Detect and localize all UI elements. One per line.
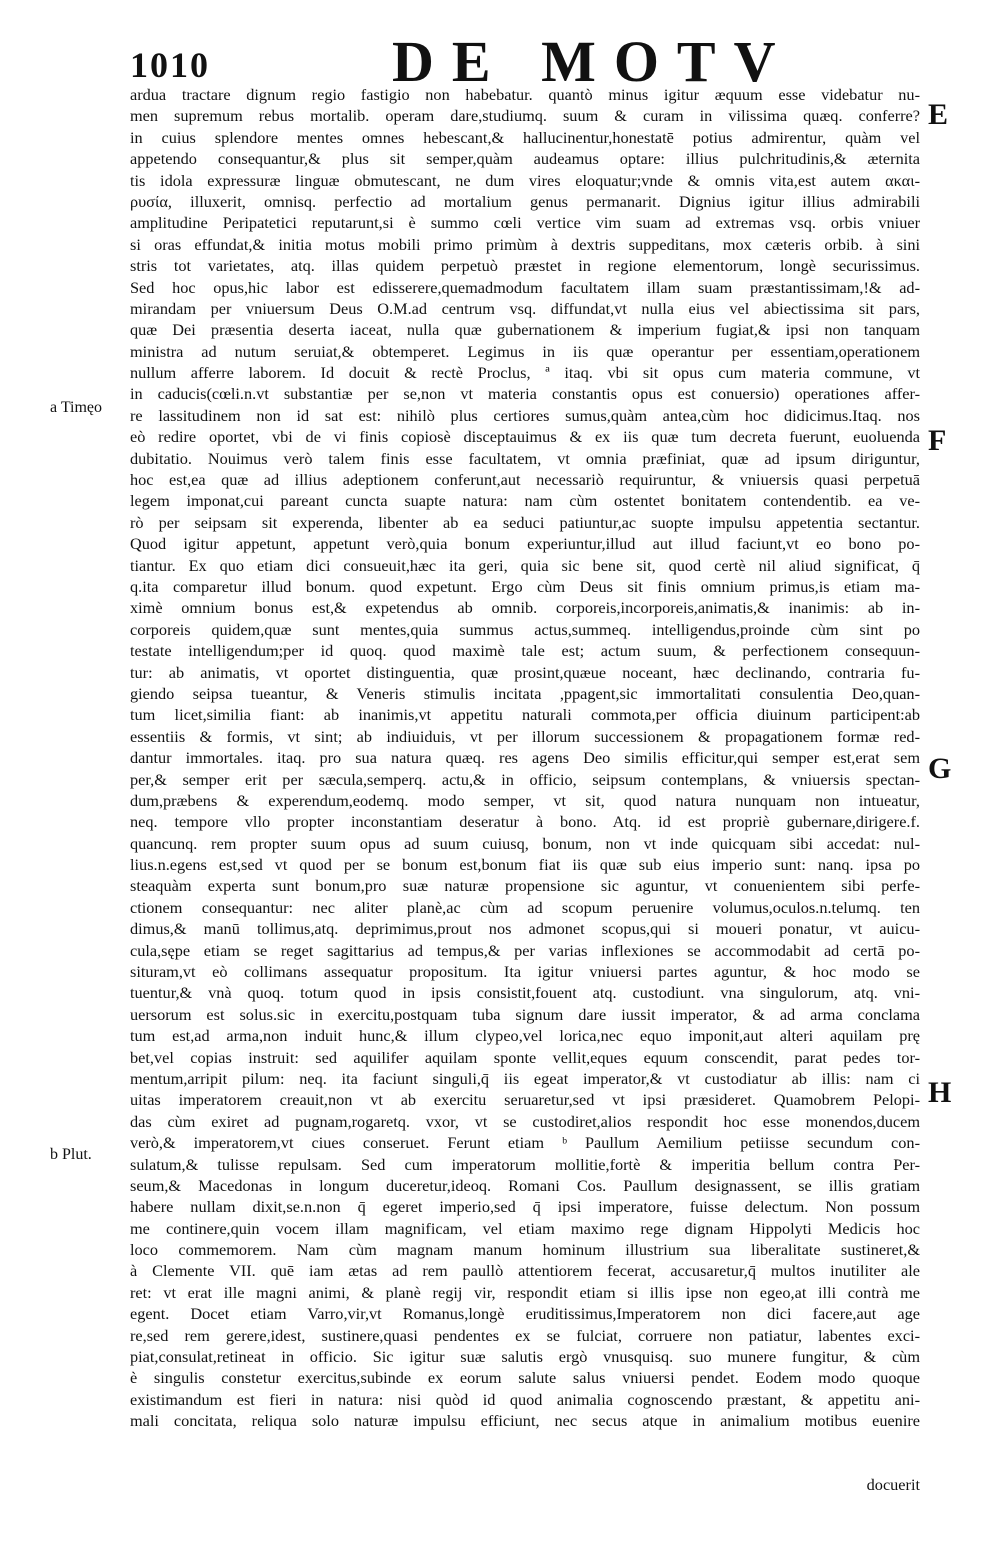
text-line: testate intelligendum;per id quoq. quod maximè tale est; actum suum, & perfectionem consequun- bbox=[130, 641, 920, 661]
body-text bbox=[130, 84, 920, 1496]
text-line: in cuius splendore mentes omnes hebescant,& hallucinentur,honestatē potius admirentur, quàm vel bbox=[130, 127, 920, 147]
text-line: dimus,& manū tollimus,atq. deprimimus,prout nos admonet scopus,qui si moueri ponatur, vt auicu- bbox=[130, 919, 920, 939]
text-line: me continere,quin vocem illam magnificam, vel etiam maximo rege dignam Hippolyti Medicis hoc bbox=[130, 1218, 920, 1238]
catchword: docuerit bbox=[866, 1475, 920, 1495]
text-line: cula,sępe etiam se reget sagittarius ad tempus,& per varias inflexiones se accommodabit ad certā po- bbox=[130, 940, 920, 960]
text-line: si oras effundat,& initia motus mobili primo primùm à dextris suppeditans, mox cæteris orbib. à sini bbox=[130, 234, 920, 254]
text-line: ximè omnium bonus est,& expetendus ab omnib. corporeis,incorporeis,animatis,& inanimis: ab in- bbox=[130, 598, 920, 618]
text-line: neq. tempore vllo propter inconstantiam deseratur à bono. Atq. id est propriè gubernare,dirigere.f. bbox=[130, 812, 920, 832]
text-line: giendo seipsa tueantur, & Veneris stimulis incitata ,ppagent,sic immortalitati consulentia Deo,quan- bbox=[130, 683, 920, 703]
page-number: 1010 bbox=[130, 45, 210, 85]
running-title: DE MOTV bbox=[392, 29, 794, 94]
text-line bbox=[130, 1453, 920, 1474]
text-line: essentiis & formis, vt sint; ab indiuiduis, vt per illorum successionem & propagationem formæ red- bbox=[130, 726, 920, 746]
text-line: per,& semper erit per sæcula,semperq. actu,& in officio, seipsum contemplans, & vniuersis spectan- bbox=[130, 769, 920, 789]
text-line: piat,consulat,retineat in officio. Sic igitur suæ salutis ergò vnusquisq. suo munere fungitur, & cùm bbox=[130, 1347, 920, 1367]
text-line: ardua tractare dignum regio fastigio non habebatur. quantò minus igitur æquum esse videbatur nu- bbox=[130, 85, 920, 104]
text-line: habere nullam dixit,se.n.non q̄ egeret imperio,sed q̄ ipsi imperatore, fuisse delectum. Non possum bbox=[130, 1197, 920, 1217]
margin-note-plut: b Plut. bbox=[50, 1146, 92, 1163]
section-letter-e: E bbox=[928, 98, 949, 131]
section-letter-g: G bbox=[928, 752, 952, 785]
text-line: bet,vel copias instruit: sed aquilifer aquilam sponte vellit,eques equum conscendit, parat pedes tor- bbox=[130, 1047, 920, 1067]
text-line bbox=[130, 1432, 920, 1453]
text-line: quancunq. rem propter suum opus ad suum cuiusq, bonum, non vt inde quicquam sibi accedat: nul- bbox=[130, 833, 920, 853]
text-line: quæ Dei præsentia deserta iaceat, nulla quæ gubernationem & imperium fugiat,& ipsi non tanquam bbox=[130, 320, 920, 340]
text-line: mali concitata, reliqua solo naturæ impulsu efficiunt, nec secus atque in animalium motibus euenire bbox=[130, 1411, 920, 1431]
text-line: ctionem consequantur: nec aliter planè,ac cùm ad scopum peruenire volumus,oculos.n.telumq. ten bbox=[130, 897, 920, 917]
text-line: tur: ab animatis, vt oportet distinguentia, quæ prosint,quæue noceant, hæc declinando, contraria fu- bbox=[130, 662, 920, 682]
section-letter-h: H bbox=[928, 1076, 952, 1109]
text-line: situram,vt eò collimans assequatur propositum. Ita igitur vniuersi partes aguntur, & hoc modo se bbox=[130, 962, 920, 982]
text-line: q.ita comparetur illud bonum. quod expetunt. Ergo cùm Deus sit finis omnium primus,is etiam ma- bbox=[130, 576, 920, 596]
text-line: ρυσία, illuxerit, omnisq. perfectio ad mortalium genus permanarit. Dignius igitur illius admirabili bbox=[130, 191, 920, 211]
text-line: stris tot varietates, atq. illas quidem perpetuò præstet in regione elementorum, longè securissimus. bbox=[130, 256, 920, 276]
text-line: dantur immortales. itaq. pro sua natura quæq. res agens Deo similis efficitur,qui semper est,erat sem bbox=[130, 748, 920, 768]
text-line: mentum,arripit pilum: neq. ita faciunt singuli,q̄ iis egeat imperator,& vt custodiatur ab illis: nam ci bbox=[130, 1068, 920, 1088]
text-line: sulatum,& tulisse repulsam. Sed cum imperatorum mollitie,fortè & imperitia bellum contra Per- bbox=[130, 1154, 920, 1174]
text-line: ministra ad nutum seruiat,& obtemperet. Legimus in iis quæ operantur per essentiam,operationem bbox=[130, 341, 920, 361]
text-line: nullum afferre laborem. Id docuit & rectè Proclus, ª itaq. vbi sit opus cum materia commune, vt bbox=[130, 363, 920, 383]
text-line: in caducis(cœli.n.vt substantiæ per se,non vt materia constantis opus est conuersio) operationes affer- bbox=[130, 384, 920, 404]
text-line: à Clemente VII. quē iam ætas ad rem paullò attentiorem fecerat, accusaretur,q̄ multos inutiliter ale bbox=[130, 1261, 920, 1281]
text-line: lius.n.egens est,sed vt quod per se bonum est,bonum fiat iis quæ sub eius imperio sunt: nanq. ipsa po bbox=[130, 855, 920, 875]
text-line: tum licet,similia fiant: ab inanimis,vt appetitu naturali commota,per officia diuinum participent:ab bbox=[130, 705, 920, 725]
text-line: hoc est,ea quæ ad illius adeptionem conferunt,aut necessariò requiruntur, & vniuersis quasi perpetuā bbox=[130, 470, 920, 490]
text-line: men supremum rebus mortalib. operam dare,studiumq. suum & curam in vilissima quæq. conferre? bbox=[130, 106, 920, 126]
section-letter-f: F bbox=[928, 424, 947, 457]
text-line: das cùm exiret ad pugnam,rogaretq. vxor, vt se custodiret,alios respondit hoc esse monendos,ducem bbox=[130, 1111, 920, 1131]
text-line: amplitudine Peripatetici reputarunt,si è summo cœli vertice vim suam ad extremas vsq. orbis vniuer bbox=[130, 213, 920, 233]
text-line: appetendo consequantur,& plus sit semper,quàm audeamus optare: illius pulchritudinis,& æternita bbox=[130, 149, 920, 169]
text-line: legem imponat,cui pareant cuncta suapte natura: nam cùm ostentet bonitatem contendentib. ea ve- bbox=[130, 491, 920, 511]
text-line: uersorum est solus.sic in exercitu,postquam tuba signum dare iussit imperator, & ad arma conclama bbox=[130, 1004, 920, 1024]
text-line: egent. Docet etiam Varro,vir,vt Romanus,longè eruditissimus,Imperatorem non dici facere,aut age bbox=[130, 1304, 920, 1324]
text-line: Quod igitur appetunt, appetunt verò,quia bonum experiuntur,illud aut illud faciunt,vt eo bono po- bbox=[130, 534, 920, 554]
text-line: verò,& imperatorem,vt ciues conseruet. Ferunt etiam ᵇ Paullum Aemilium petiisse secundum con- bbox=[130, 1133, 920, 1153]
text-line: è singulis constetur exercitus,subinde ex eorum salute salus vniuersi pendet. Eodem modo quoque bbox=[130, 1368, 920, 1388]
text-line: dum,præbens & experendum,eodemq. modo semper, vt sit, quod natura nunquam non intueatur, bbox=[130, 790, 920, 810]
text-line: re,sed rem gerere,idest, sustinere,quasi pendentes ex se fulciat, corruere non patiatur, labentes exci- bbox=[130, 1325, 920, 1345]
text-line: seum,& Macedonas in longum duceretur,ideoq. Romani Cos. Paullum designassent, se illis gratiam bbox=[130, 1175, 920, 1195]
text-line: tuentur,& vnà quoq. totum quod in ipsis consistit,fouent atq. custodiunt. vna singulorum, atq. vni- bbox=[130, 983, 920, 1003]
text-line: tis idola expressuræ linguæ obmutescant, ne dum vires eloquatur;vnde & omnis vita,est autem ακαι- bbox=[130, 170, 920, 190]
text-line: loco commemorem. Nam cùm magnam manum hominum illustrium sua liberalitate sustineret,& bbox=[130, 1240, 920, 1260]
text-line: dubitatio. Nouimus verò talem finis esse facultatem, vt omnia præfiniat, quæ ad ipsum diriguntur, bbox=[130, 448, 920, 468]
text-line: steaquàm experta sunt bonum,pro suæ naturæ propensione sic aguntur, vt conuenientem sibi perfe- bbox=[130, 876, 920, 896]
text-line: corporeis quidem,quæ sunt mentes,quia summus actus,summeq. intelligendus,proinde cùm sint po bbox=[130, 619, 920, 639]
text-line: rò per seipsam sit experenda, libenter ab ea seduci patiuntur,ac suopte impulsu appetentia sectantur. bbox=[130, 512, 920, 532]
text-line: tiantur. Ex quo etiam dici consueuit,hæc ita geri, quia sic bene sit, quod certè nil aliud significat, q̄ bbox=[130, 555, 920, 575]
text-line: existimandum est fieri in natura: nisi quòd id quod animalia cognoscendo præstant, & appetitu ani- bbox=[130, 1389, 920, 1409]
text-line: Sed hoc opus,hic labor est edisserere,quemadmodum facultatem illam suam præstantissimam,!& ad- bbox=[130, 277, 920, 297]
text-line: uitas imperatorem creauit,non vt ab exercitu seruaretur,sed vt ipsi præsideret. Quamobrem Pelopi- bbox=[130, 1090, 920, 1110]
text-line: ret: vt erat ille magni animi, & planè regij vir, respondit etiam si illis ipse non egeo,at illi contrà me bbox=[130, 1282, 920, 1302]
text-line: re lassitudinem non id sat est: nihilò plus certiores sumus,quàm antea,cùm hoc didicimus.Itaq. nos bbox=[130, 405, 920, 425]
margin-note-timeo: a Timęo bbox=[50, 399, 103, 416]
text-line: tum est,ad arma,non induit hunc,& illum clypeo,vel lorica,nec equo imponit,aut alteri aquilam prę bbox=[130, 1026, 920, 1046]
text-line: eò redire oportet, vbi de vi finis copiosè disceptauimus & ex iis quæ tum decreta fuerunt, euoluenda bbox=[130, 427, 920, 447]
text-line: mirandam per vniuersum Deus O.M.ad centrum vsq. diffundat,vt nulla eius vel abiectissima sit pars, bbox=[130, 298, 920, 318]
